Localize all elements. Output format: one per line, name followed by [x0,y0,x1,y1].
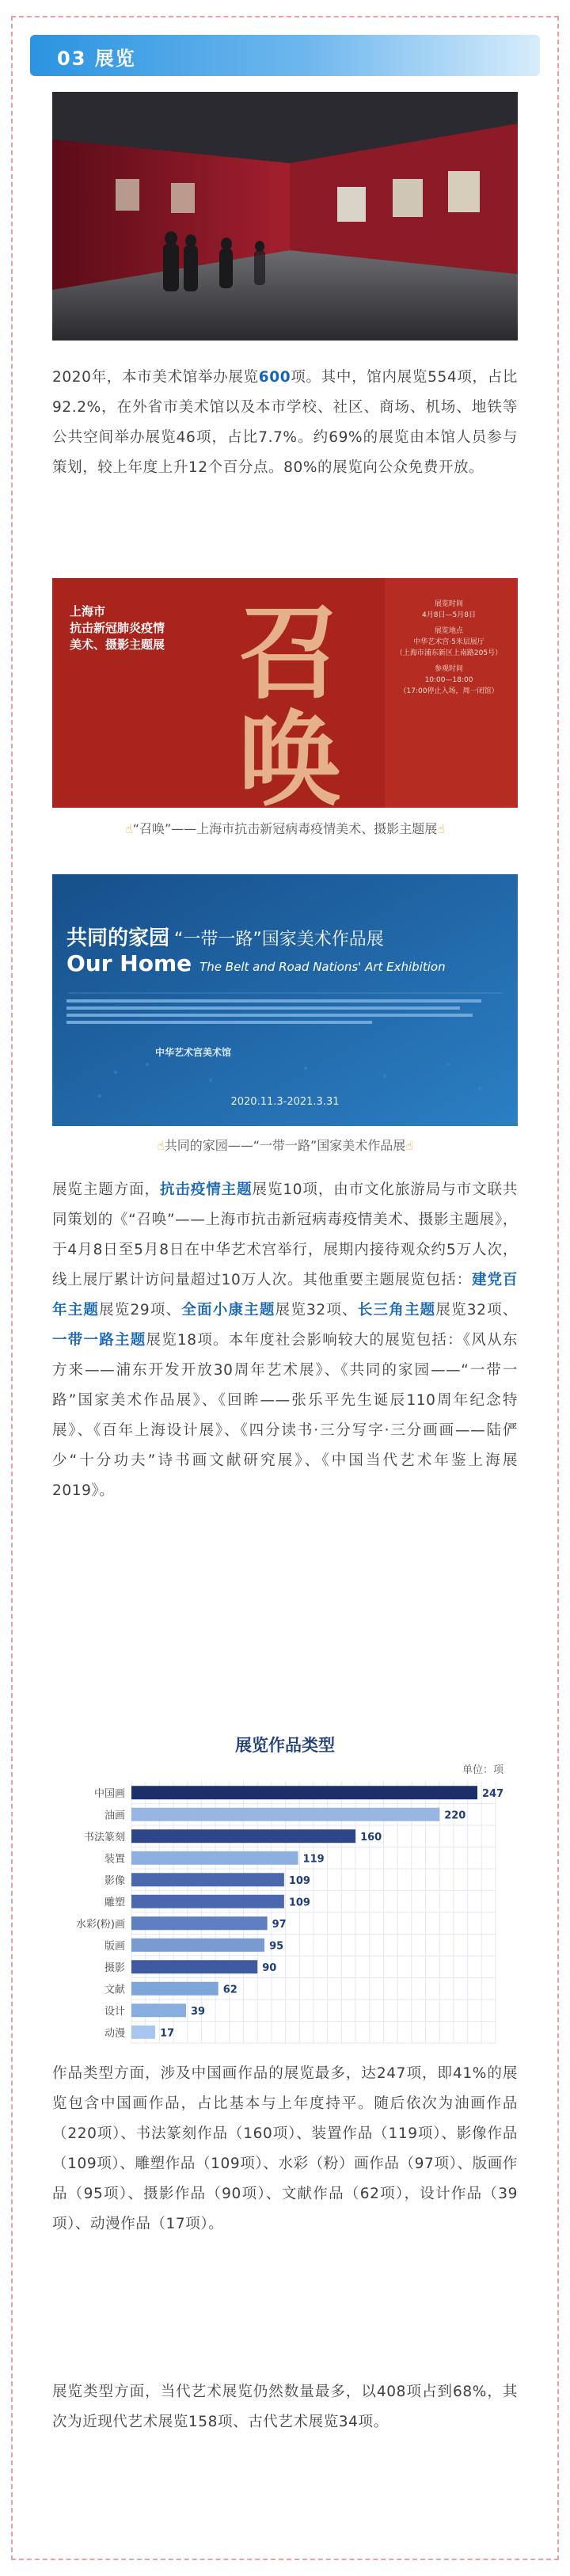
chart-title: 展览作品类型 [235,1736,335,1755]
value-label: 119 [302,1853,325,1866]
category-label: 中国画 [93,1787,125,1800]
bar [131,1895,284,1908]
value-label: 220 [444,1809,466,1822]
poster-our-home-title: 共同的家园 “一带一路”国家美术作品展 [66,927,384,950]
category-label: 版画 [104,1940,125,1953]
poster-our-home-subtitle: Our Home The Belt and Road Nations' Art Exhibition [66,950,446,976]
hand-pointing-icon: ☝ [405,1138,414,1153]
bar [131,1916,268,1930]
category-label: 文献 [104,1984,125,1996]
category-label: 水彩(粉)画 [75,1918,125,1931]
poster-summon [52,578,518,808]
value-label: 109 [288,1874,310,1887]
value-label: 109 [288,1897,310,1909]
bar [131,1829,355,1843]
category-label: 动漫 [104,2027,125,2040]
hand-pointing-icon: ☝ [437,821,446,836]
category-label: 书法篆刻 [83,1831,125,1844]
category-label: 雕塑 [104,1897,125,1909]
exhibit-types-paragraph: 展览类型方面，当代艺术展览仍然数量最多，以408项占到68%，其次为近现代艺术展览158项、古代艺术展览34项。 [52,2384,518,2430]
value-label: 97 [272,1918,287,1931]
value-label: 39 [191,2005,206,2018]
value-label: 160 [360,1831,382,1844]
value-label: 62 [222,1984,238,1996]
value-label: 247 [482,1787,504,1800]
section-header [30,35,540,76]
intro-paragraph: 2020年，本市美术馆举办展览600项。其中，馆内展览554项，占比92.2%，在外省市美术馆以及本市学校、社区、商场、机场、地铁等公共空间举办展览46项，占比7.7%。约69%的展览由本馆人员参与策划，较上年度上升12个百分点。80%的展览向公众免费开放。 [52,369,518,476]
chart-unit: 单位：项 [462,1764,504,1776]
bar [131,2026,155,2039]
poster-fine-print [66,999,504,1024]
poster-our-home [52,874,518,1126]
bar [131,2003,186,2017]
poster-title: 上海市 抗击新冠肺炎疫情 美术、摄影主题展 [70,604,165,652]
gallery-photo [52,92,518,341]
bar [131,1960,257,1973]
category-label: 油画 [104,1809,125,1822]
poster-logo: 中华艺术宫美术馆 [155,1047,232,1058]
poster-big-chars-2: 唤 [238,699,342,808]
bar [131,1808,439,1821]
poster-dates: 2020.11.3-2021.3.31 [230,1096,340,1108]
bar-chart [52,1775,518,2045]
poster-summon-caption: ☝“召唤”——上海市抗击新冠病毒疫情美术、摄影主题展☝ [124,821,446,836]
poster-big-chars: 召 [238,592,342,713]
bar [131,1786,477,1799]
poster-info: 展览时间 4月8日—5月8日 展览地点 中华艺术宫·5米层展厅 （上海市浦东新区上南路205号） 参观时间 10:00—18:00 （17:00停止入场，周一闭馆） [395,600,503,695]
value-label: 17 [160,2027,175,2040]
category-label: 设计 [104,2005,125,2018]
section-title: 03 展览 [57,48,136,70]
hand-pointing-icon: ☝ [124,821,133,836]
types-paragraph: 作品类型方面，涉及中国画作品的展览最多，达247项，即41%的展览包含中国画作品，占比基本与上年度持平。随后依次为油画作品（220项）、书法篆刻作品（160项）、装置作品（119项）、影像作品（109项）、雕塑作品（109项）、水彩（粉）画作品（97项）、版画作品（95项）、摄影作品（90项）、文献作品（62项），设计作品（39项）、动漫作品（17项）。 [52,2065,518,2232]
bar [131,1851,298,1865]
bar [131,1873,284,1886]
category-label: 装置 [104,1853,125,1866]
poster-our-home-caption: ☝共同的家园——“一带一路”国家美术作品展☝ [156,1138,414,1153]
hand-pointing-icon: ☝ [156,1138,165,1153]
chart-exhibit-types [52,1726,518,2048]
category-label: 影像 [104,1874,125,1887]
value-label: 90 [262,1961,277,1974]
exhibition-count: 600 [258,369,291,386]
value-label: 95 [269,1940,284,1953]
themes-paragraph: 展览主题方面，抗击疫情主题展览10项，由市文化旅游局与市文联共同策划的《“召唤”——上海市抗击新冠病毒疫情美术、摄影主题展》，于4月8日至5月8日在中华艺术宫举行，展期内接待观众约5万人次，线上展厅累计访问量超过10万人次。其他重要主题展览包括：建党百年主题展览29项、全面小康主题展览32项、长三角主题展览32项、一带一路主题展览18项。本年度社会影响较大的展览包括：《风从东方来——浦东开发开放30周年艺术展》、《共同的家园——“一带一路”国家美术作品展》、《回眸——张乐平先生诞辰110周年纪念特展》、《百年上海设计展》、《四分读书·三分写字·三分画画——陆俨少“十分功夫”诗书画文献研究展》、《中国当代艺术年鉴上海展2019》。 [52,1181,519,1499]
category-label: 摄影 [104,1961,125,1974]
bar [131,1982,218,1996]
bar [131,1939,264,1952]
